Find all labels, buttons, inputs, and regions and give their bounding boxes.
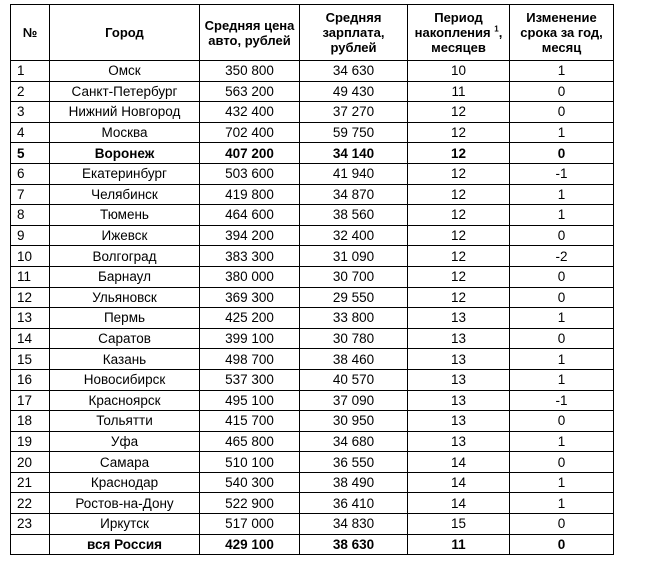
cell-num: 19	[11, 431, 50, 452]
cell-num: 16	[11, 369, 50, 390]
cell-salary: 40 570	[300, 369, 408, 390]
table-row	[11, 205, 614, 226]
cell-city: Саратов	[50, 328, 200, 349]
cell-city: Иркутск	[50, 514, 200, 535]
cell-period: 14	[408, 472, 510, 493]
cell-city: Ульяновск	[50, 287, 200, 308]
cell-salary: 34 680	[300, 431, 408, 452]
cell-num: 4	[11, 122, 50, 143]
table-row	[11, 246, 614, 267]
header-period-unit: , месяцев	[431, 25, 503, 55]
cell-price: 369 300	[200, 287, 300, 308]
table-row	[11, 328, 614, 349]
cell-period: 14	[408, 493, 510, 514]
cell-num: 6	[11, 163, 50, 184]
cell-city: Ижевск	[50, 225, 200, 246]
cell-change: 0	[510, 102, 614, 123]
cell-price: 498 700	[200, 349, 300, 370]
cell-period: 13	[408, 349, 510, 370]
cell-salary: 49 430	[300, 81, 408, 102]
cell-num: 11	[11, 266, 50, 287]
table-row	[11, 308, 614, 329]
cell-city: Екатеринбург	[50, 163, 200, 184]
cell-city: Тюмень	[50, 205, 200, 226]
cell-salary: 33 800	[300, 308, 408, 329]
cell-num: 3	[11, 102, 50, 123]
cell-num: 7	[11, 184, 50, 205]
cell-period: 12	[408, 122, 510, 143]
table-header-row	[11, 5, 614, 61]
cell-price: 399 100	[200, 328, 300, 349]
table-row	[11, 81, 614, 102]
table-row	[11, 102, 614, 123]
cell-period: 12	[408, 205, 510, 226]
cell-salary: 30 700	[300, 266, 408, 287]
cell-period: 12	[408, 163, 510, 184]
cell-num: 23	[11, 514, 50, 535]
table-row	[11, 61, 614, 82]
cell-price: 537 300	[200, 369, 300, 390]
cell-price: 432 400	[200, 102, 300, 123]
cell-salary: 30 950	[300, 411, 408, 432]
cell-city: Воронеж	[50, 143, 200, 164]
cell-change: 0	[510, 514, 614, 535]
cell-period: 12	[408, 246, 510, 267]
cell-period: 12	[408, 143, 510, 164]
header-num: №	[11, 5, 50, 61]
cell-num: 1	[11, 61, 50, 82]
cell-num: 12	[11, 287, 50, 308]
cell-change: 0	[510, 534, 614, 555]
cell-num: 10	[11, 246, 50, 267]
cell-price: 510 100	[200, 452, 300, 473]
cell-city: Самара	[50, 452, 200, 473]
cell-period: 14	[408, 452, 510, 473]
cell-price: 464 600	[200, 205, 300, 226]
cell-change: 0	[510, 452, 614, 473]
cell-num: 14	[11, 328, 50, 349]
cell-num	[11, 534, 50, 555]
cell-salary: 34 870	[300, 184, 408, 205]
cell-salary: 34 630	[300, 61, 408, 82]
cell-num: 20	[11, 452, 50, 473]
cell-price: 383 300	[200, 246, 300, 267]
cell-num: 15	[11, 349, 50, 370]
table-row	[11, 514, 614, 535]
cell-city: Челябинск	[50, 184, 200, 205]
table-row	[11, 122, 614, 143]
cell-change: -1	[510, 390, 614, 411]
header-price: Средняя цена авто, рублей	[200, 5, 300, 61]
cell-change: 0	[510, 143, 614, 164]
cell-num: 13	[11, 308, 50, 329]
table-row	[11, 452, 614, 473]
cell-period: 13	[408, 328, 510, 349]
table-row	[11, 369, 614, 390]
cell-salary: 38 490	[300, 472, 408, 493]
cell-change: -2	[510, 246, 614, 267]
cell-city: Волгоград	[50, 246, 200, 267]
cell-city: Барнаул	[50, 266, 200, 287]
cell-price: 429 100	[200, 534, 300, 555]
cell-period: 13	[408, 411, 510, 432]
cell-period: 11	[408, 81, 510, 102]
cell-city: Новосибирск	[50, 369, 200, 390]
cell-change: 0	[510, 266, 614, 287]
cell-salary: 38 630	[300, 534, 408, 555]
cell-period: 12	[408, 102, 510, 123]
cell-period: 13	[408, 308, 510, 329]
table-row	[11, 390, 614, 411]
header-period	[408, 5, 510, 61]
cell-salary: 59 750	[300, 122, 408, 143]
cell-period: 12	[408, 184, 510, 205]
cell-num: 2	[11, 81, 50, 102]
cell-city: Ростов-на-Дону	[50, 493, 200, 514]
cell-salary: 38 460	[300, 349, 408, 370]
table-row	[11, 184, 614, 205]
cell-period: 12	[408, 225, 510, 246]
document-page	[10, 4, 614, 555]
cell-change: 1	[510, 184, 614, 205]
table-row	[11, 534, 614, 555]
cell-city: вся Россия	[50, 534, 200, 555]
table-row	[11, 225, 614, 246]
cell-salary: 34 830	[300, 514, 408, 535]
cell-change: 1	[510, 205, 614, 226]
cell-period: 13	[408, 431, 510, 452]
cell-city: Тольятти	[50, 411, 200, 432]
cell-period: 15	[408, 514, 510, 535]
cell-price: 702 400	[200, 122, 300, 143]
cell-period: 13	[408, 369, 510, 390]
cell-salary: 34 140	[300, 143, 408, 164]
cell-salary: 37 270	[300, 102, 408, 123]
cell-change: 0	[510, 287, 614, 308]
header-period-text: Период накопления	[414, 10, 491, 40]
cell-period: 12	[408, 287, 510, 308]
table-row	[11, 163, 614, 184]
cell-period: 11	[408, 534, 510, 555]
cell-change: 1	[510, 431, 614, 452]
cell-price: 495 100	[200, 390, 300, 411]
table-row	[11, 431, 614, 452]
cell-salary: 38 560	[300, 205, 408, 226]
cell-num: 22	[11, 493, 50, 514]
cell-city: Уфа	[50, 431, 200, 452]
cell-city: Казань	[50, 349, 200, 370]
cell-city: Санкт-Петербург	[50, 81, 200, 102]
cell-salary: 32 400	[300, 225, 408, 246]
cell-num: 5	[11, 143, 50, 164]
table-row	[11, 266, 614, 287]
cell-change: 0	[510, 225, 614, 246]
cell-num: 8	[11, 205, 50, 226]
cell-change: 0	[510, 328, 614, 349]
cell-price: 465 800	[200, 431, 300, 452]
cell-salary: 30 780	[300, 328, 408, 349]
cell-price: 522 900	[200, 493, 300, 514]
cell-price: 350 800	[200, 61, 300, 82]
cell-change: 1	[510, 308, 614, 329]
cell-change: -1	[510, 163, 614, 184]
cell-change: 0	[510, 81, 614, 102]
table-body	[11, 61, 614, 555]
cell-salary: 29 550	[300, 287, 408, 308]
table-row	[11, 287, 614, 308]
cell-city: Москва	[50, 122, 200, 143]
cell-price: 517 000	[200, 514, 300, 535]
cell-city: Омск	[50, 61, 200, 82]
cell-change: 1	[510, 61, 614, 82]
cell-period: 13	[408, 390, 510, 411]
cell-price: 407 200	[200, 143, 300, 164]
header-city: Город	[50, 5, 200, 61]
cell-change: 1	[510, 472, 614, 493]
cell-city: Пермь	[50, 308, 200, 329]
table-row	[11, 493, 614, 514]
cell-price: 540 300	[200, 472, 300, 493]
cell-price: 563 200	[200, 81, 300, 102]
cell-salary: 41 940	[300, 163, 408, 184]
car-affordability-table	[10, 4, 614, 555]
cell-price: 380 000	[200, 266, 300, 287]
cell-change: 0	[510, 411, 614, 432]
cell-change: 1	[510, 122, 614, 143]
cell-city: Нижний Новгород	[50, 102, 200, 123]
cell-city: Краснодар	[50, 472, 200, 493]
cell-price: 425 200	[200, 308, 300, 329]
footnote-marker: 1	[494, 24, 499, 34]
cell-change: 1	[510, 369, 614, 390]
cell-city: Красноярск	[50, 390, 200, 411]
cell-num: 17	[11, 390, 50, 411]
cell-change: 1	[510, 493, 614, 514]
cell-change: 1	[510, 349, 614, 370]
table-row	[11, 349, 614, 370]
table-row	[11, 472, 614, 493]
cell-price: 415 700	[200, 411, 300, 432]
table-row	[11, 411, 614, 432]
cell-num: 18	[11, 411, 50, 432]
cell-period: 12	[408, 266, 510, 287]
table-row	[11, 143, 614, 164]
cell-period: 10	[408, 61, 510, 82]
cell-salary: 36 550	[300, 452, 408, 473]
cell-salary: 31 090	[300, 246, 408, 267]
cell-num: 9	[11, 225, 50, 246]
header-salary: Средняя зарплата, рублей	[300, 5, 408, 61]
cell-price: 394 200	[200, 225, 300, 246]
cell-salary: 36 410	[300, 493, 408, 514]
cell-salary: 37 090	[300, 390, 408, 411]
cell-price: 419 800	[200, 184, 300, 205]
cell-price: 503 600	[200, 163, 300, 184]
header-change: Изменение срока за год, месяц	[510, 5, 614, 61]
cell-num: 21	[11, 472, 50, 493]
